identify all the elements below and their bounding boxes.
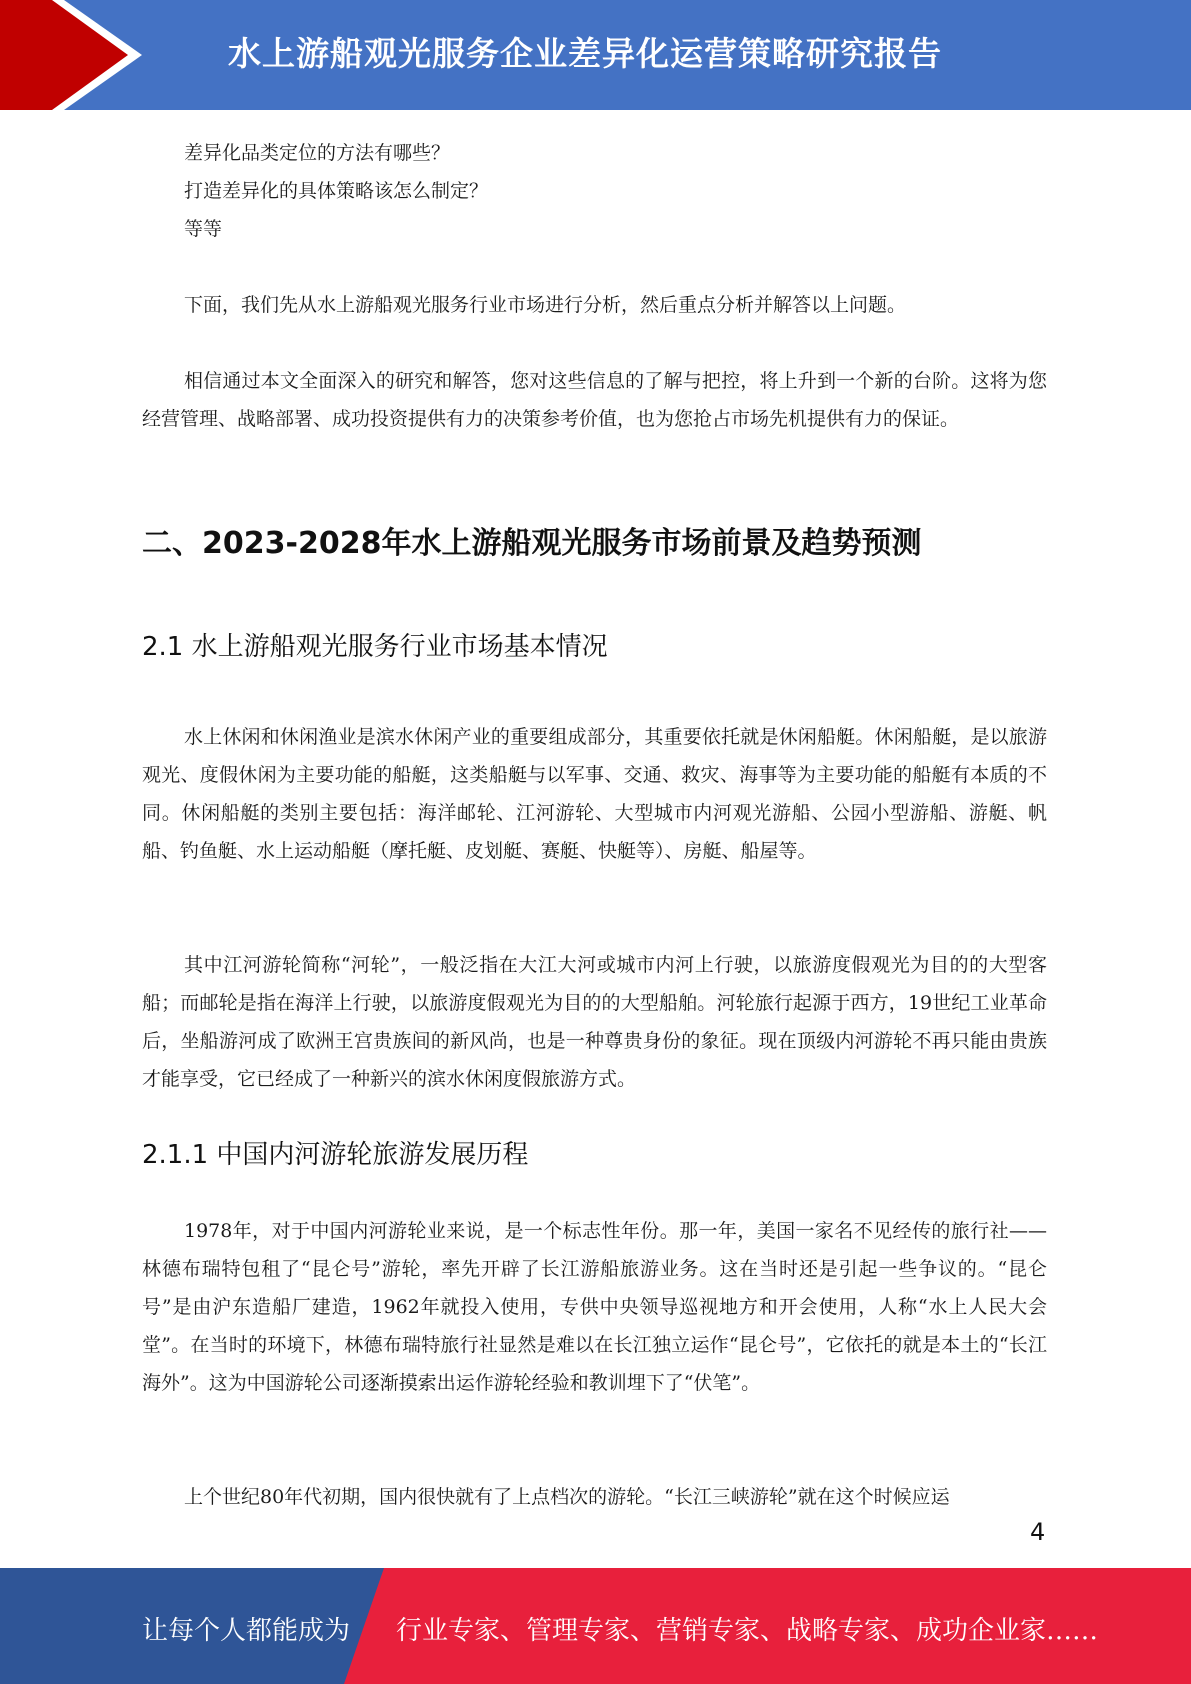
section-heading-2-1: 2.1 水上游船观光服务行业市场基本情况	[142, 632, 608, 662]
paragraph-history-80s: 上个世纪80年代初期，国内很快就有了上点档次的游轮。“长江三峡游轮”就在这个时候应运	[184, 1486, 950, 1508]
report-title: 水上游船观光服务企业差异化运营策略研究报告	[228, 34, 942, 73]
paragraph-intro-next: 下面，我们先从水上游船观光服务行业市场进行分析，然后重点分析并解答以上问题。	[184, 294, 907, 316]
footer-slogan-left: 让每个人都能成为	[142, 1616, 351, 1646]
paragraph-history-1978: 1978年，对于中国内河游轮业来说，是一个标志性年份。那一年，美国一家名不见经传的旅行社——林德布瑞特包租了“昆仑号”游轮，率先开辟了长江游船旅游业务。这在当时还是引起一些争议的。“昆仑号”是由沪东造船厂建造，1962年就投入使用，专供中央领导巡视地方和开会使用，人称“水上人民大会堂”。在当时的环境下，林德布瑞特旅行社显然是难以在长江独立运作“昆仑号”，它依托的就是本土的“长江海外”。这为中国游轮公司逐渐摸索出运作游轮经验和教训埋下了“伏笔”。	[142, 1220, 1047, 1394]
footer-banner	[0, 1568, 1191, 1684]
paragraph-intro-trust: 相信通过本文全面深入的研究和解答，您对这些信息的了解与把控，将上升到一个新的台阶。这将为您经营管理、战略部署、成功投资提供有力的决策参考价值，也为您抢占市场先机提供有力的保证。	[142, 370, 1047, 430]
page-number: 4	[1030, 1518, 1046, 1546]
intro-question: 打造差异化的具体策略该怎么制定？	[184, 180, 489, 202]
section-heading-2-1-1: 2.1.1 中国内河游轮旅游发展历程	[142, 1140, 529, 1170]
section-heading-2: 二、2023-2028年水上游船观光服务市场前景及趋势预测	[142, 526, 922, 561]
intro-question: 差异化品类定位的方法有哪些？	[184, 142, 451, 164]
intro-question: 等等	[184, 218, 223, 240]
paragraph-leisure-boats: 水上休闲和休闲渔业是滨水休闲产业的重要组成部分，其重要依托就是休闲船艇。休闲船艇，是以旅游观光、度假休闲为主要功能的船艇，这类船艇与以军事、交通、救灾、海事等为主要功能的船艇有本质的不同。休闲船艇的类别主要包括：海洋邮轮、江河游轮、大型城市内河观光游船、公园小型游船、游艇、帆船、钓鱼艇、水上运动船艇（摩托艇、皮划艇、赛艇、快艇等）、房艇、船屋等。	[142, 726, 1047, 862]
chevron-arrow-icon	[0, 0, 150, 110]
paragraph-river-cruise: 其中江河游轮简称“河轮”，一般泛指在大江大河或城市内河上行驶，以旅游度假观光为目的的大型客船；而邮轮是指在海洋上行驶，以旅游度假观光为目的的大型船舶。河轮旅行起源于西方，19世纪工业革命后，坐船游河成了欧洲王宫贵族间的新风尚，也是一种尊贵身份的象征。现在顶级内河游轮不再只能由贵族才能享受，它已经成了一种新兴的滨水休闲度假旅游方式。	[142, 954, 1047, 1090]
footer-slogan-right: 行业专家、管理专家、营销专家、战略专家、成功企业家……	[396, 1616, 1099, 1646]
header-banner	[0, 0, 1191, 110]
